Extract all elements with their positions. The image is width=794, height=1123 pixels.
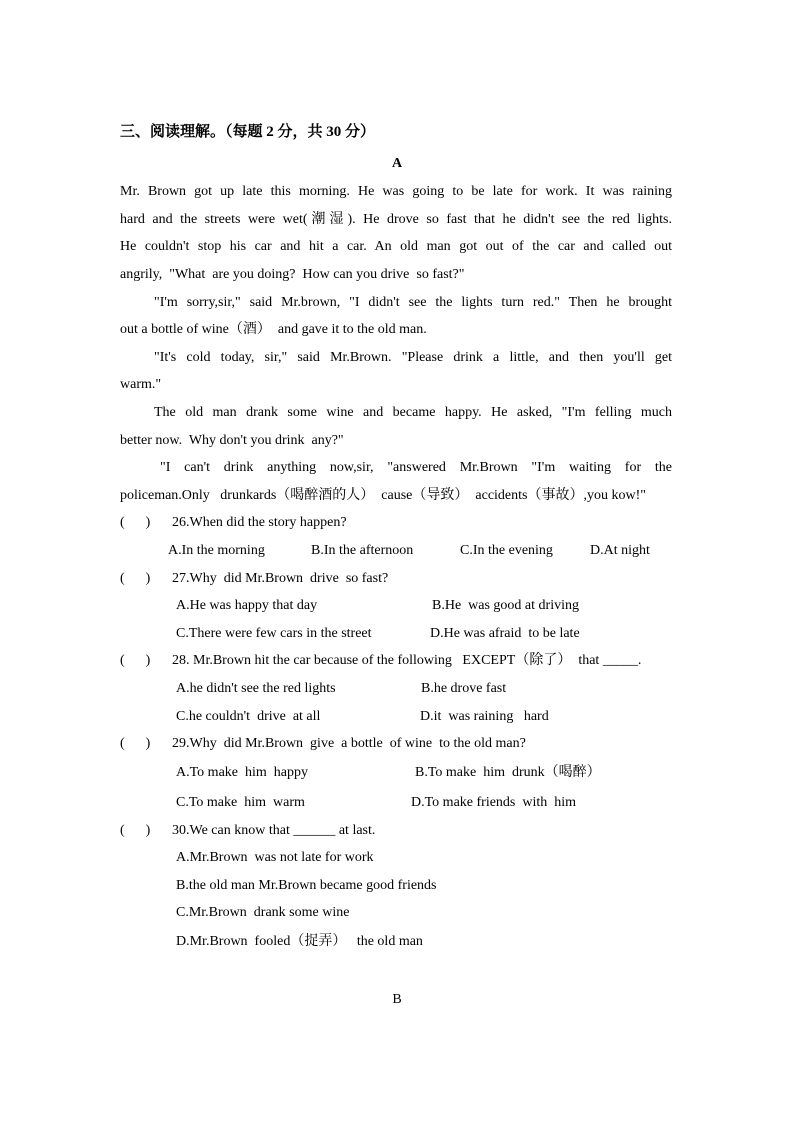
question-27-stem [120,571,388,587]
answer-blank[interactable]: ( ) [120,571,151,586]
passage-line: He couldn't stop his car and hit a car. An old man got out of the car and called out [120,239,672,254]
option-d[interactable]: D.it was raining hard [420,709,549,724]
answer-blank[interactable]: ( ) [120,653,151,668]
passage-line: "I'm sorry,sir," said Mr.brown, "I didn't see the lights turn red." Then he brought [154,295,672,310]
answer-blank[interactable]: ( ) [120,823,151,838]
question-29-stem [120,736,526,752]
option-d[interactable]: D.He was afraid to be late [430,626,580,641]
option-a[interactable]: A.In the morning [168,543,265,558]
question-text: 29.Why did Mr.Brown give a bottle of wine to the old man? [172,736,526,751]
option-b[interactable]: B.He was good at driving [432,598,579,613]
option-d[interactable]: D.Mr.Brown fooled（捉弄） the old man [176,934,423,949]
option-a[interactable]: A.He was happy that day [176,598,318,613]
question-26-stem [120,515,347,531]
option-c[interactable]: C.Mr.Brown drank some wine [176,905,350,920]
option-a[interactable]: A.Mr.Brown was not late for work [176,850,374,865]
answer-blank[interactable]: ( ) [120,515,151,530]
question-28-stem [120,653,641,669]
question-text: 30.We can know that ______ at last. [172,823,376,838]
option-d[interactable]: D.To make friends with him [411,795,577,810]
option-a[interactable]: A.he didn't see the red lights [176,681,336,696]
option-b[interactable]: B.To make him drunk（喝醉） [415,765,601,780]
passage-line: out a bottle of wine（酒） and gave it to the old man. [120,322,427,337]
passage-line: policeman.Only drunkards（喝醉酒的人） cause（导致） accidents（事故）,you kow!" [120,488,646,503]
question-text: 28. Mr.Brown hit the car because of the following EXCEPT（除了） that _____. [172,653,642,668]
question-text: 27.Why did Mr.Brown drive so fast? [172,571,389,586]
passage-b-label: B [392,992,402,1007]
passage-line: "I can't drink anything now,sir, "answered Mr.Brown "I'm waiting for the [160,460,672,475]
answer-blank[interactable]: ( ) [120,736,151,751]
question-30-stem [120,823,375,839]
passage-line: "It's cold today, sir," said Mr.Brown. "Please drink a little, and then you'll get [154,350,672,365]
option-b[interactable]: B.the old man Mr.Brown became good friends [176,878,437,893]
passage-line: angrily, "What are you doing? How can you drive so fast?" [120,267,465,282]
section-heading: 三、阅读理解。（每题 2 分，共 30 分） [120,124,376,140]
option-c[interactable]: C.There were few cars in the street [176,626,372,641]
option-a[interactable]: A.To make him happy [176,765,308,780]
option-c[interactable]: C.he couldn't drive at all [176,709,321,724]
passage-line: better now. Why don't you drink any?" [120,433,344,448]
passage-line: warm." [120,377,162,392]
option-d[interactable]: D.At night [590,543,650,558]
question-text: 26.When did the story happen? [172,515,347,530]
passage-line: The old man drank some wine and became happy. He asked, "I'm felling much [154,405,672,420]
option-c[interactable]: C.To make him warm [176,795,305,810]
option-b[interactable]: B.he drove fast [421,681,507,696]
passage-a-label: A [391,156,403,171]
passage-line: hard and the streets were wet(潮湿). He drove so fast that he didn't see the red lights. [120,212,672,227]
passage-line: Mr. Brown got up late this morning. He was going to be late for work. It was raining [120,184,672,199]
option-b[interactable]: B.In the afternoon [311,543,414,558]
option-c[interactable]: C.In the evening [460,543,553,558]
